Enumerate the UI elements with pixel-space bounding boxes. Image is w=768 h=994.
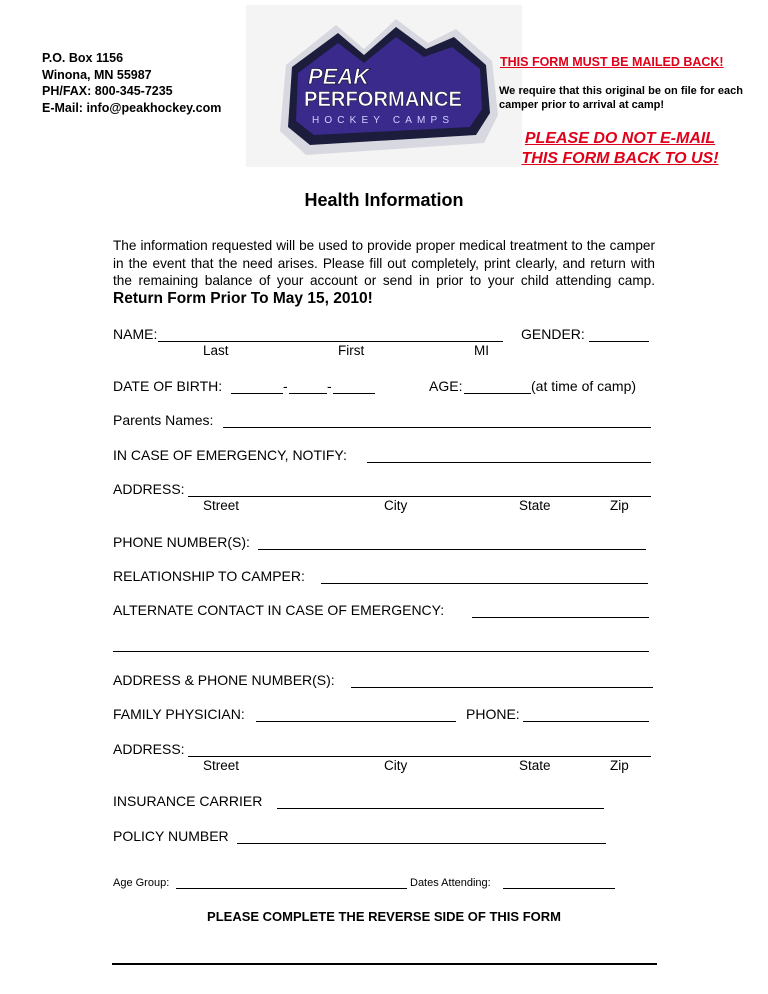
city-caption: City	[384, 498, 408, 513]
dates-attending-field[interactable]	[503, 888, 615, 889]
state-caption: State	[519, 758, 551, 773]
dates-attending-label: Dates Attending:	[410, 877, 491, 889]
intro-text: The information requested will be used to provide proper medical treatment to the camper in the event that the need arises. Please fill out completely, print clearly, and return with the remaining balance of your account or send in prior to your child attending camp.	[113, 238, 655, 288]
name-field[interactable]	[158, 341, 503, 342]
age-field[interactable]	[464, 393, 531, 394]
logo-performance-text: PERFORMANCE	[304, 88, 462, 111]
age-note: (at time of camp)	[531, 378, 637, 394]
address-line: Winona, MN 55987	[42, 67, 152, 82]
last-name-caption: Last	[203, 343, 229, 358]
alternate-contact-field[interactable]	[472, 617, 649, 618]
physician-phone-label: PHONE:	[466, 706, 520, 722]
middle-initial-caption: MI	[474, 343, 489, 358]
deadline-text: Return Form Prior To May 15, 2010!	[113, 289, 373, 307]
phone-numbers-field[interactable]	[258, 549, 646, 550]
physician-address-label: ADDRESS:	[113, 741, 185, 757]
insurance-carrier-label: INSURANCE CARRIER	[113, 793, 263, 809]
email-line: E-Mail: info@peakhockey.com	[42, 100, 222, 115]
mail-back-notice: THIS FORM MUST BE MAILED BACK!	[500, 55, 724, 69]
alternate-contact-label: ALTERNATE CONTACT IN CASE OF EMERGENCY:	[113, 602, 445, 618]
insurance-carrier-field[interactable]	[277, 808, 604, 809]
alternate-contact-extra-line[interactable]	[113, 651, 649, 652]
no-email-warning	[508, 129, 732, 169]
emergency-notify-label: IN CASE OF EMERGENCY, NOTIFY:	[113, 447, 347, 463]
first-name-caption: First	[338, 343, 365, 358]
zip-caption: Zip	[610, 758, 629, 773]
policy-number-label: POLICY NUMBER	[113, 828, 229, 844]
family-physician-field[interactable]	[256, 721, 456, 722]
intro-paragraph	[113, 237, 655, 307]
no-email-line: PLEASE DO NOT E-MAIL	[524, 130, 716, 147]
dob-month-field[interactable]	[231, 393, 283, 394]
dob-year-field[interactable]	[333, 393, 375, 394]
address-phone-field[interactable]	[351, 687, 653, 688]
policy-number-field[interactable]	[237, 843, 606, 844]
original-on-file-note: We require that this original be on file for each camper prior to arrival at camp!	[499, 85, 743, 111]
parents-names-field[interactable]	[223, 427, 651, 428]
reverse-side-note: PLEASE COMPLETE THE REVERSE SIDE OF THIS FORM	[207, 909, 561, 924]
age-label: AGE:	[429, 378, 463, 394]
relationship-label: RELATIONSHIP TO CAMPER:	[113, 568, 305, 584]
dob-label: DATE OF BIRTH:	[113, 378, 223, 394]
dob-separator: -	[327, 378, 332, 394]
phone-numbers-label: PHONE NUMBER(S):	[113, 534, 250, 550]
bottom-divider	[112, 963, 657, 965]
address-label: ADDRESS:	[113, 481, 185, 497]
peak-performance-logo	[246, 5, 522, 167]
parents-names-label: Parents Names:	[113, 412, 214, 428]
street-caption: Street	[203, 498, 240, 513]
dob-day-field[interactable]	[289, 393, 327, 394]
address-phone-label: ADDRESS & PHONE NUMBER(S):	[113, 672, 335, 688]
no-email-line: THIS FORM BACK TO US!	[521, 150, 719, 167]
state-caption: State	[519, 498, 551, 513]
name-label: NAME:	[113, 326, 158, 342]
street-caption: Street	[203, 758, 240, 773]
emergency-address-field[interactable]	[188, 496, 651, 497]
phone-fax-line: PH/FAX: 800-345-7235	[42, 84, 173, 98]
logo-peak-text: PEAK	[308, 64, 370, 89]
age-group-field[interactable]	[176, 888, 407, 889]
gender-field[interactable]	[589, 341, 649, 342]
emergency-notify-field[interactable]	[367, 462, 651, 463]
logo-hockey-camps-text: HOCKEY CAMPS	[312, 115, 452, 126]
family-physician-label: FAMILY PHYSICIAN:	[113, 706, 245, 722]
address-line: P.O. Box 1156	[42, 51, 124, 65]
gender-label: GENDER:	[521, 326, 585, 342]
dob-separator: -	[283, 378, 288, 394]
physician-address-field[interactable]	[188, 756, 651, 757]
relationship-field[interactable]	[321, 583, 648, 584]
age-group-label: Age Group:	[113, 877, 170, 889]
mailing-address	[42, 50, 221, 116]
city-caption: City	[384, 758, 408, 773]
zip-caption: Zip	[610, 498, 629, 513]
physician-phone-field[interactable]	[523, 721, 649, 722]
form-title: Health Information	[304, 190, 464, 210]
